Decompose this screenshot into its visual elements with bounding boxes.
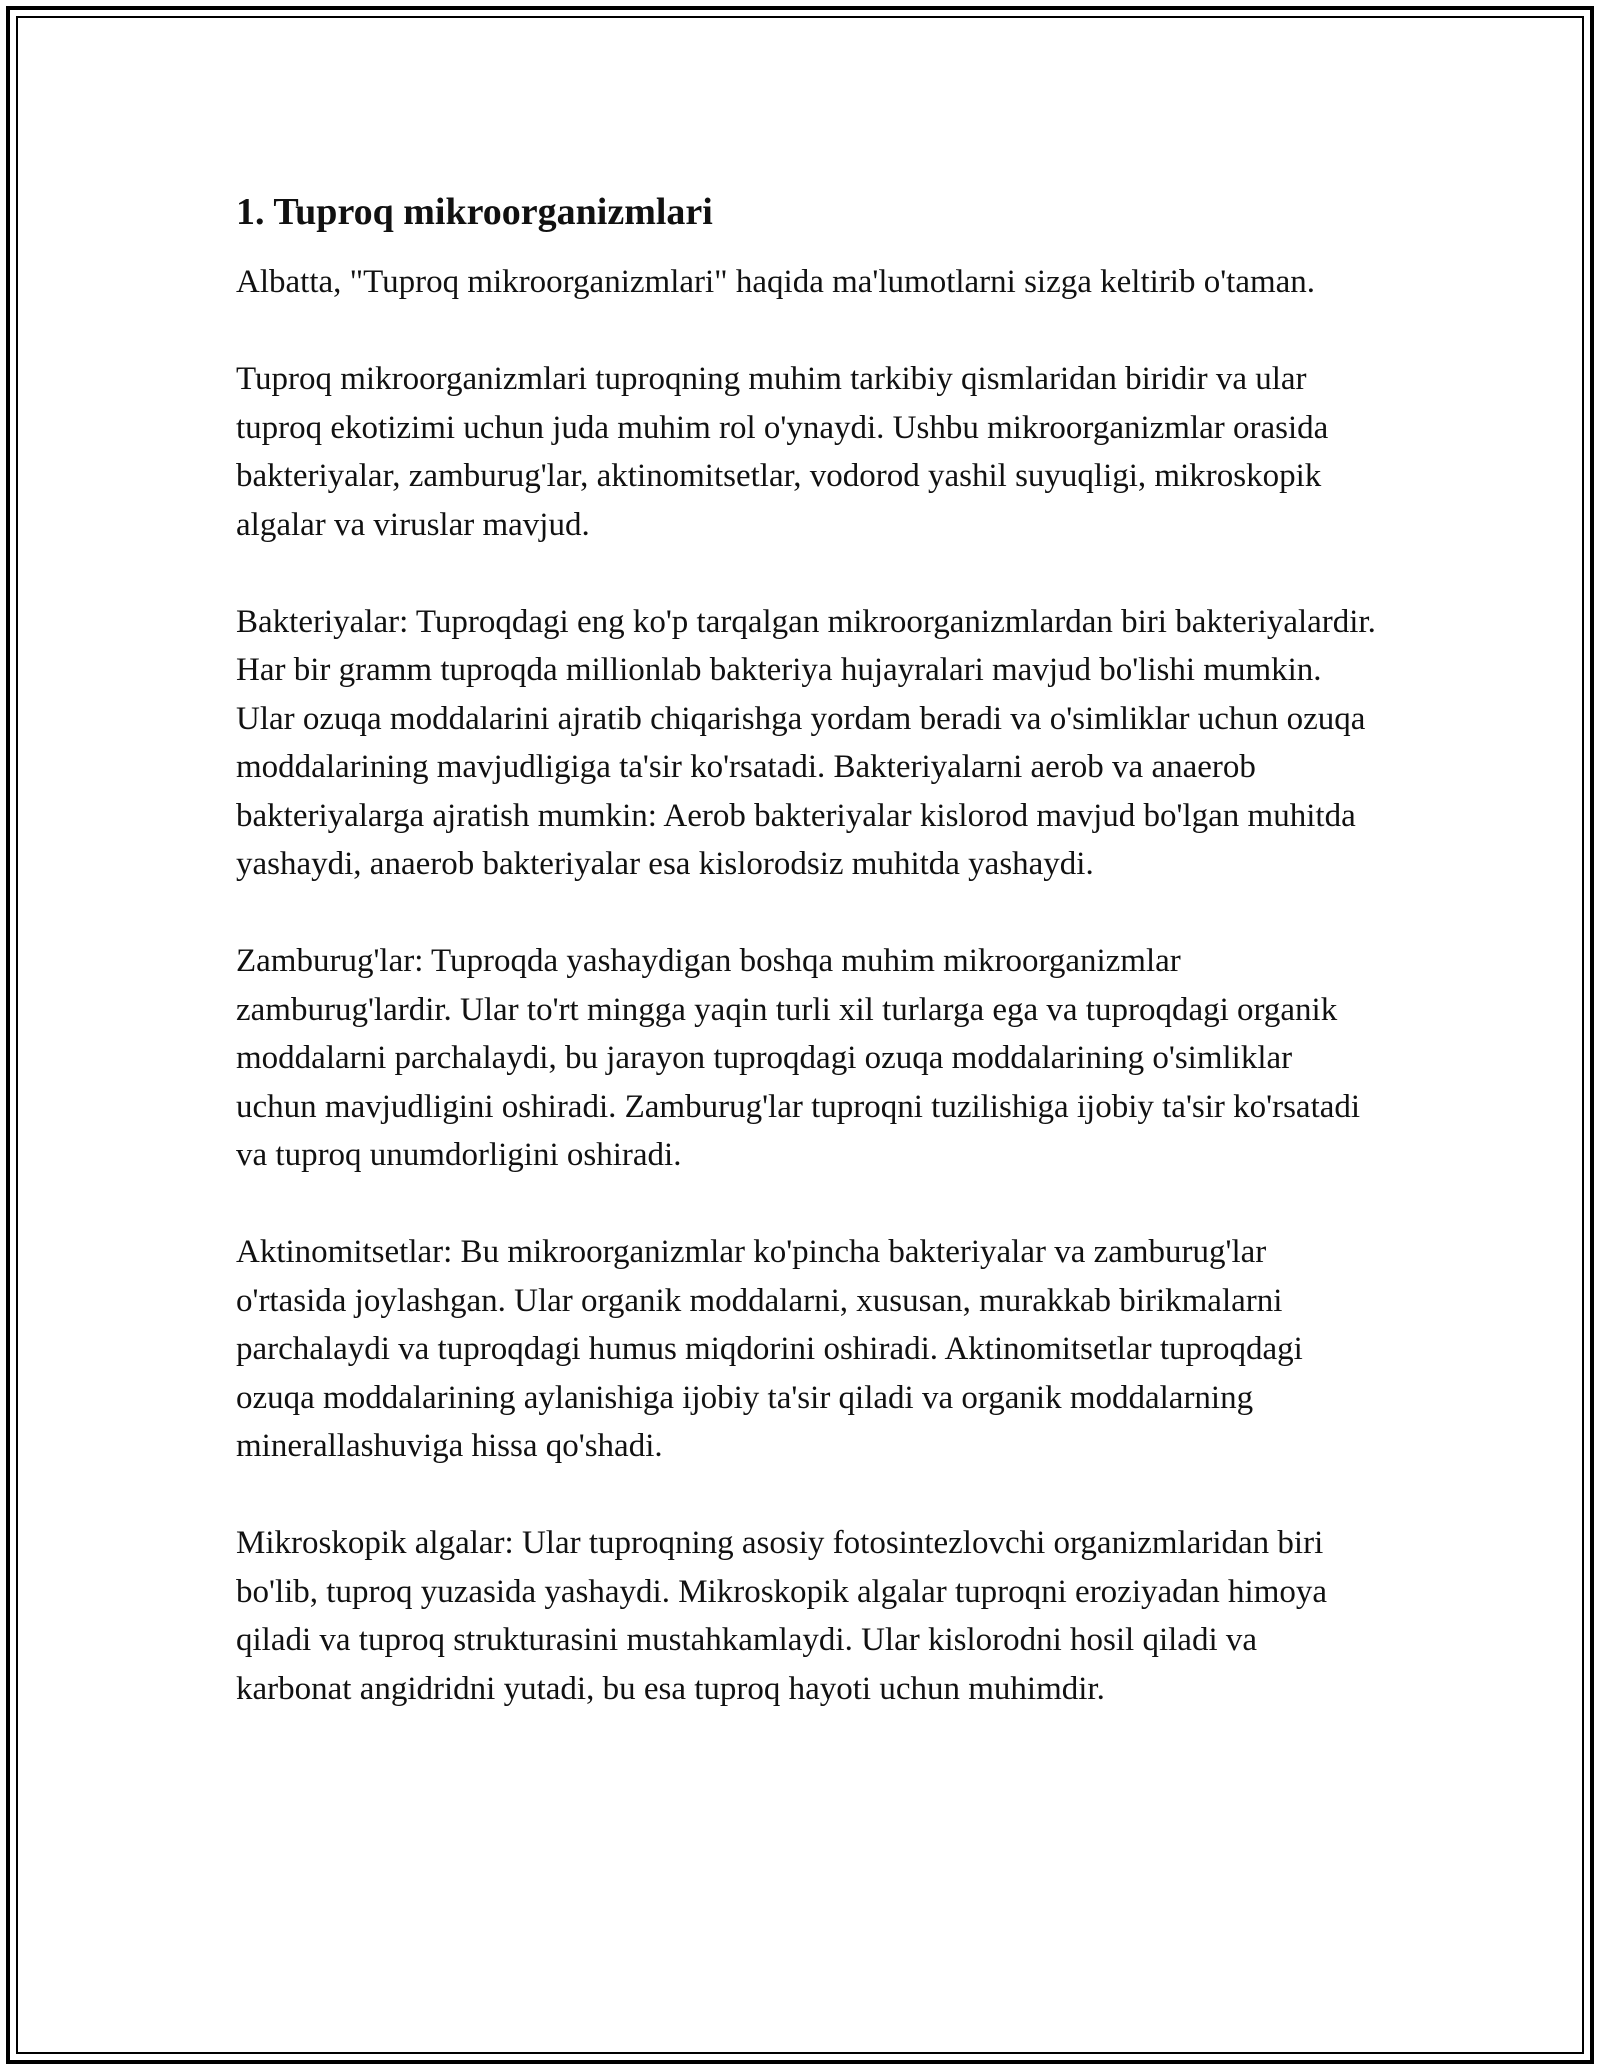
overview-paragraph: Tuproq mikroorganizmlari tuproqning muhim tarkibiy qismlaridan biridir va ular tuproq ekotizimi uchun juda muhim rol o'ynaydi. Ushbu mikroorganizmlar orasida bakteriyalar, zamburug'lar, aktinomitsetlar, vodorod yashil suyuqligi, mikroskopik algalar va viruslar mavjud. — [236, 361, 1329, 543]
fungi-paragraph: Zamburug'lar: Tuproqda yashaydigan boshqa muhim mikroorganizmlar zamburug'lardir. Ular to'rt mingga yaqin turli xil turlarga ega va tuproqdagi organik moddalarni parchalaydi, bu jarayon tuproqdagi ozuqa moddalarining o'simliklar uchun mavjudligini oshiradi. Zamburug'lar tuproqni tuzilishiga ijobiy ta'sir ko'rsatadi va tuproq unumdorligini oshiradi. — [236, 943, 1361, 1173]
document-title: 1. Tuproq mikroorganizmlari — [236, 191, 713, 233]
actinomycetes-paragraph: Aktinomitsetlar: Bu mikroorganizmlar ko'pincha bakteriyalar va zamburug'lar o'rtasida joylashgan. Ular organik moddalarni, xususan, murakkab birikmalarni parchalaydi va tuproqdagi humus miqdorini oshiradi. Aktinomitsetlar tuproqdagi ozuqa moddalarining aylanishiga ijobiy ta'sir qiladi va organik moddalarning minerallashuviga hissa qo'shadi. — [236, 1234, 1303, 1464]
document-body — [236, 186, 1376, 1762]
intro-paragraph: Albatta, "Tuproq mikroorganizmlari" haqida ma'lumotlarni sizga keltirib o'taman. — [236, 264, 1316, 300]
microalgae-paragraph: Mikroskopik algalar: Ular tuproqning asosiy fotosintezlovchi organizmlaridan biri bo'lib, tuproq yuzasida yashaydi. Mikroskopik algalar tuproqni eroziyadan himoya qiladi va tuproq strukturasini mustahkamlaydi. Ular kislorodni hosil qiladi va karbonat angidridni yutadi, bu esa tuproq hayoti uchun muhimdir. — [236, 1525, 1328, 1707]
bacteria-paragraph: Bakteriyalar: Tuproqdagi eng ko'p tarqalgan mikroorganizmlardan biri bakteriyalardir. Har bir gramm tuproqda millionlab bakteriya hujayralari mavjud bo'lishi mumkin. Ular ozuqa moddalarini ajratib chiqarishga yordam beradi va o'simliklar uchun ozuqa moddalarining mavjudligiga ta'sir ko'rsatadi. Bakteriyalarni aerob va anaerob bakteriyalarga ajratish mumkin: Aerob bakteriyalar kislorod mavjud bo'lgan muhitda yashaydi, anaerob bakteriyalar esa kislorodsiz muhitda yashaydi. — [236, 603, 1376, 882]
